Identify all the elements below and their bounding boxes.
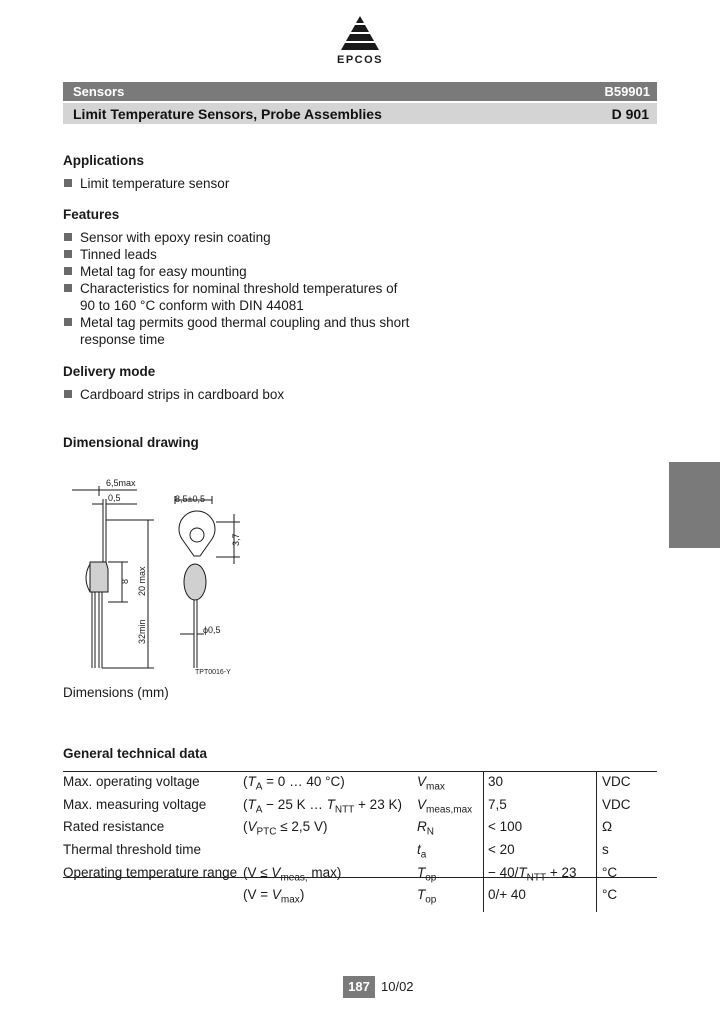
list-item: Characteristics for nominal threshold temperatures of 90 to 160 °C conform with DIN 44081 bbox=[63, 280, 483, 314]
value-cell: < 100 bbox=[484, 818, 597, 841]
delivery-section bbox=[63, 364, 483, 403]
body-label: 8 bbox=[120, 578, 130, 584]
dimensional-drawing bbox=[62, 474, 252, 680]
list-item: Metal tag permits good thermal coupling and thus short response time bbox=[63, 314, 483, 348]
drawing-code: TPT0016-Y bbox=[195, 669, 231, 676]
tag-height-label: 3,7 bbox=[231, 533, 241, 546]
condition-cell: ($T_A = 0$ … 40 °C) bbox=[243, 774, 345, 793]
symbol-cell: $V_{max}$ bbox=[417, 771, 484, 796]
part-number: B59901 bbox=[604, 84, 650, 99]
side-tab bbox=[669, 462, 720, 548]
series-code: D 901 bbox=[611, 105, 649, 122]
symbol-cell: $t_a$ bbox=[417, 841, 484, 864]
sensor-body-front bbox=[184, 564, 206, 600]
technical-section bbox=[63, 746, 207, 761]
sensor-body-curve bbox=[86, 564, 90, 592]
page-number: 187 bbox=[343, 976, 375, 998]
condition-cell: ($V_{PTC} \le 2,5$ V) bbox=[243, 819, 328, 839]
drawing-caption: Dimensions (mm) bbox=[63, 685, 169, 700]
table-row bbox=[63, 818, 657, 841]
unit-cell: s bbox=[602, 842, 609, 858]
features-list bbox=[63, 229, 483, 348]
epcos-logo bbox=[330, 14, 390, 74]
param-cell: Operating temperature range bbox=[63, 864, 238, 880]
unit-cell: Ω bbox=[602, 819, 613, 835]
issue-date: 10/02 bbox=[381, 979, 414, 994]
drawing-section bbox=[63, 435, 199, 450]
applications-list bbox=[63, 175, 483, 192]
condition-cell: $(V = V_{max})$ bbox=[243, 887, 305, 907]
list-item: Limit temperature sensor bbox=[63, 175, 483, 192]
symbol-cell: $V_{meas,max}$ bbox=[417, 796, 484, 819]
param-cell: Max. measuring voltage bbox=[63, 796, 207, 812]
unit-cell: VDC bbox=[602, 796, 631, 812]
value-cell: < 20 bbox=[484, 841, 597, 864]
value-cell: 0/+ 40 bbox=[484, 886, 597, 912]
table-row bbox=[63, 886, 657, 912]
symbol-cell: $T_{op}$ bbox=[417, 886, 484, 912]
tag-hole bbox=[190, 528, 204, 542]
table-row bbox=[63, 771, 657, 796]
symbol-cell: $R_N$ bbox=[417, 818, 484, 841]
length-max-label: 20 max bbox=[137, 566, 147, 596]
title-bar bbox=[63, 103, 657, 124]
epcos-logo-icon bbox=[340, 14, 380, 52]
metal-tag-front bbox=[179, 511, 215, 556]
delivery-list bbox=[63, 386, 483, 403]
table-row bbox=[63, 796, 657, 819]
list-item: Tinned leads bbox=[63, 246, 483, 263]
condition-cell bbox=[243, 841, 417, 864]
lead-length-label: 32min bbox=[137, 619, 147, 644]
technical-data-table bbox=[63, 771, 657, 912]
section-title: Applications bbox=[63, 153, 145, 168]
value-cell: − $40/T_{NTT} + 23$ bbox=[484, 864, 597, 887]
applications-section bbox=[63, 153, 483, 192]
param-cell: Thermal threshold time bbox=[63, 842, 202, 858]
param-cell: Max. operating voltage bbox=[63, 774, 200, 789]
list-item: Metal tag for easy mounting bbox=[63, 263, 483, 280]
unit-cell: °C bbox=[602, 864, 618, 880]
list-item: Cardboard strips in cardboard box bbox=[63, 386, 483, 403]
page-title: Limit Temperature Sensors, Probe Assemblies bbox=[73, 105, 382, 122]
hole-width-label: 8,5±0,5 bbox=[175, 494, 205, 504]
param-cell: Rated resistance bbox=[63, 819, 165, 835]
param-cell bbox=[63, 886, 243, 912]
section-title: Delivery mode bbox=[63, 364, 156, 379]
section-title: Dimensional drawing bbox=[63, 435, 199, 450]
tag-thickness-label: 0,5 bbox=[108, 493, 121, 503]
table-row bbox=[63, 864, 657, 887]
brand-name: EPCOS bbox=[336, 54, 383, 66]
condition-cell: ($T_A - 25$ K … $T_{NTT} + 23$ K) bbox=[243, 796, 402, 816]
unit-cell: °C bbox=[602, 887, 618, 903]
table-rule-bottom bbox=[63, 877, 657, 878]
category-label: Sensors bbox=[73, 84, 125, 99]
section-title: Features bbox=[63, 207, 120, 222]
value-cell: 30 bbox=[484, 771, 597, 796]
features-section bbox=[63, 207, 483, 348]
sensor-body-side bbox=[90, 562, 108, 592]
category-bar bbox=[63, 82, 657, 101]
unit-cell: VDC bbox=[602, 774, 631, 789]
symbol-cell: $T_{op}$ bbox=[417, 864, 484, 887]
section-title: General technical data bbox=[63, 746, 208, 761]
list-item: Sensor with epoxy resin coating bbox=[63, 229, 483, 246]
condition-cell: ($V \le V_{meas,}$ max) bbox=[243, 864, 342, 884]
table-row bbox=[63, 841, 657, 864]
value-cell: 7,5 bbox=[484, 796, 597, 819]
width-max-label: 6,5max bbox=[106, 478, 136, 488]
lead-dia-label: ϕ0,5 bbox=[203, 625, 221, 635]
